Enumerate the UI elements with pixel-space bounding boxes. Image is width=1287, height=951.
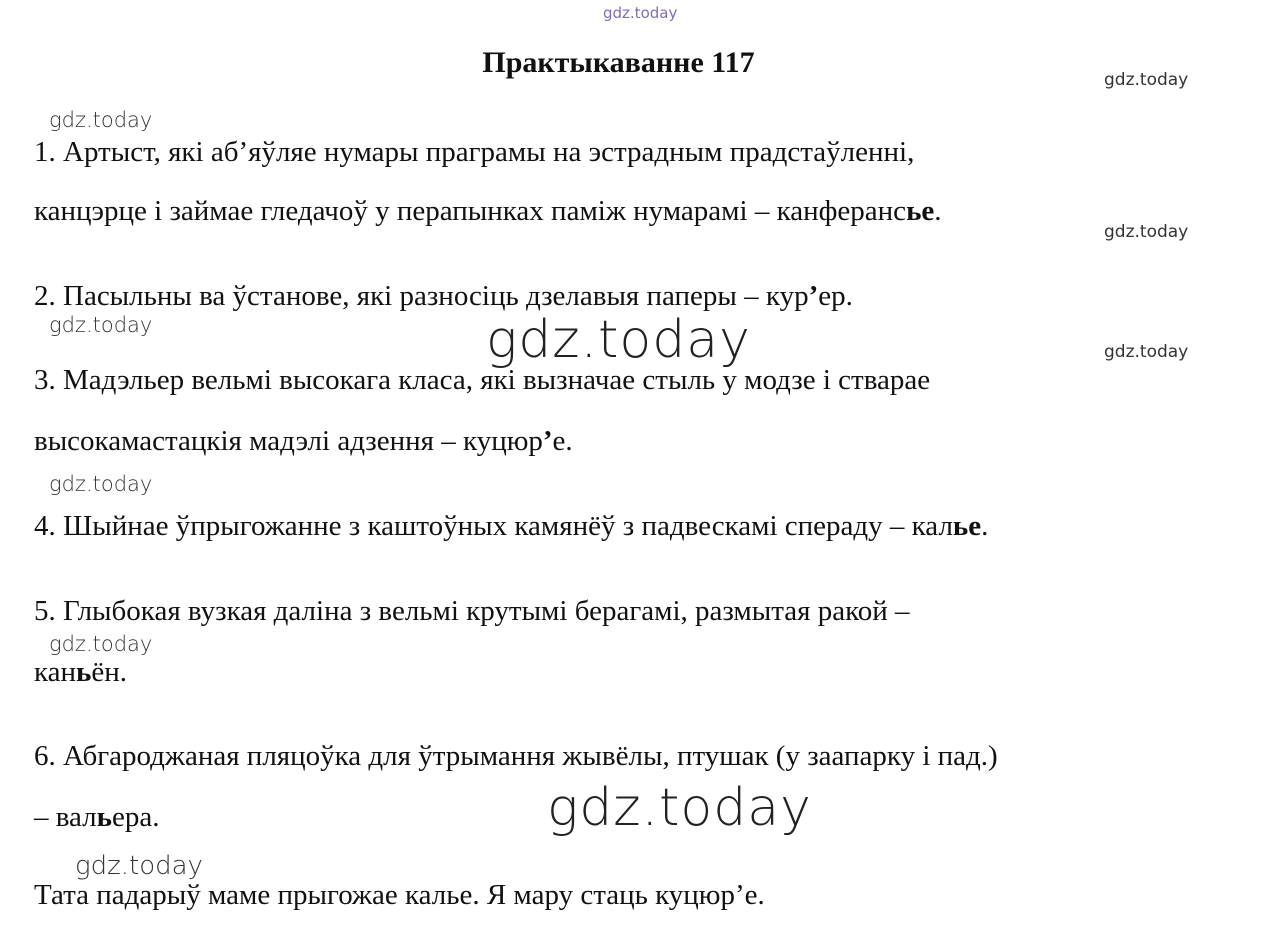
item-6-line-2 xyxy=(34,799,160,835)
final-sentence: Тата падарыў маме прыгожае калье. Я мару стаць куцюр’е. xyxy=(34,879,765,911)
item-3-line-2 xyxy=(34,423,573,459)
item-5-text: кан xyxy=(34,656,77,688)
item-2-text: 2. Пасыльны ва ўстанове, які разносіць дзелавыя паперы – кур xyxy=(34,280,809,312)
watermark-right-1: gdz.today xyxy=(1104,70,1189,90)
item-2-highlight: ’ xyxy=(808,280,819,312)
watermark-right-3: gdz.today xyxy=(1104,342,1189,362)
item-3-line-1: 3. Мадэльер вельмі высокага класа, які вызначае стыль у модзе і стварае xyxy=(34,364,931,396)
watermark-left-2: gdz.today xyxy=(49,313,153,337)
watermark-left-1: gdz.today xyxy=(49,108,153,132)
item-2-end: ер. xyxy=(818,280,853,312)
item-6-line-1: 6. Абгароджаная пляцоўка для ўтрымання жывёлы, птушак (у заапарку і пад.) xyxy=(34,740,998,772)
watermark-right-2: gdz.today xyxy=(1104,222,1189,242)
item-5-line-2 xyxy=(34,654,127,690)
item-2-line-1 xyxy=(34,278,853,314)
item-4-text: 4. Шыйнае ўпрыгожанне з каштоўных камянёў з падвескамі спераду – кал xyxy=(34,510,953,542)
watermark-left-5: gdz.today xyxy=(75,851,203,881)
watermark-left-3: gdz.today xyxy=(49,472,153,496)
item-1-text: канцэрце і займае гледачоў у перапынках паміж нумарамі – канферанс xyxy=(34,195,907,227)
item-4-highlight: ье xyxy=(952,510,982,542)
item-1-end: . xyxy=(934,195,942,227)
item-6-highlight: ь xyxy=(96,801,113,833)
item-5-highlight: ь xyxy=(76,656,92,688)
item-1-line-1: 1. Артыст, які аб’яўляе нумары праграмы на эстрадным прадстаўленні, xyxy=(34,136,915,168)
item-3-text: высокамастацкія мадэлі адзення – куцюр xyxy=(34,425,543,457)
item-1-line-2 xyxy=(34,193,942,229)
item-4-line-1 xyxy=(34,508,988,544)
page-title: Практыкаванне 117 xyxy=(482,46,755,79)
watermark-top: gdz.today xyxy=(603,4,678,22)
item-5-line-1: 5. Глыбокая вузкая даліна з вельмі крутымі берагамі, размытая ракой – xyxy=(34,595,910,627)
item-3-highlight: ’ xyxy=(542,425,553,457)
item-5-end: ён. xyxy=(91,656,128,688)
watermark-big-2: gdz.today xyxy=(547,778,812,838)
watermark-left-4: gdz.today xyxy=(49,632,153,656)
item-6-text: – вал xyxy=(34,801,97,833)
item-4-end: . xyxy=(981,510,989,542)
item-6-end: ера. xyxy=(112,801,160,833)
item-3-end: е. xyxy=(552,425,573,457)
item-1-highlight: ье xyxy=(906,195,935,227)
watermark-big-1: gdz.today xyxy=(486,310,751,370)
